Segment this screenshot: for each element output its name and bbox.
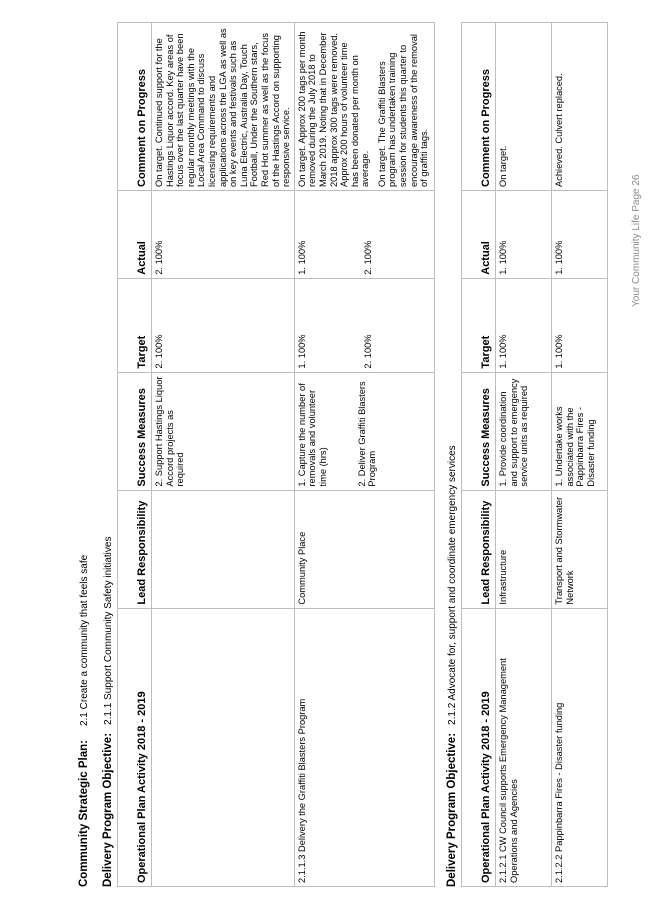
- strategic-plan-heading: [78, 555, 90, 887]
- col-measures: Success Measures: [118, 372, 152, 490]
- table-row: [294, 23, 434, 887]
- actual-cell: 2. 100%: [152, 191, 295, 279]
- col-target: Target: [118, 278, 152, 372]
- target-cell: [294, 278, 434, 372]
- comment-cell: On target. Continued support for the Hastings Liquor accord. Key areas of focus over the last quarter have been regular monthly meetings with the Local Area Command to discuss licensing requirements and applications across the LGA as well as on key events and festivals such as Luna Electric, Australia Day, Touch Football, Under the Southern stars, Red Hot summer as well as the focus of the Hastings Accord on supporting responsive service.: [152, 23, 295, 191]
- col-measures: Success Measures: [462, 372, 496, 490]
- activity-cell: 2.1.1.3 Delivery the Graffiti Blasters Program: [294, 608, 434, 886]
- actual-cell: 1. 100%: [552, 191, 608, 279]
- strategic-plan-label: Community Strategic Plan:: [78, 740, 90, 887]
- table-row: [496, 23, 552, 887]
- target-cell: 2. 100%: [152, 278, 295, 372]
- objective-2-heading: [446, 445, 458, 887]
- lead-cell: Community Place: [294, 490, 434, 608]
- measure-1: 1. Capture the number of removals and volunteer time (hrs): [296, 383, 328, 487]
- actual-cell: [294, 191, 434, 279]
- activity-cell: 2.1.2.1 CW Council supports Emergency Management Operations and Agencies: [496, 608, 552, 886]
- col-target: Target: [462, 278, 496, 372]
- strategic-plan-value: 2.1 Create a community that feels safe: [79, 554, 90, 727]
- objective-1-value: 2.1.1 Support Community Safety initiatives: [103, 536, 114, 725]
- col-actual: Actual: [462, 191, 496, 279]
- table-row: [552, 23, 608, 887]
- col-comment: Comment on Progress: [462, 23, 496, 191]
- objective-1-table: [117, 22, 435, 887]
- col-lead: Lead Responsibility: [118, 490, 152, 608]
- measure-cell: [294, 372, 434, 490]
- measure-cell: 1. Undertake works associated with the Pappinbarra Fires - Disaster funding: [552, 372, 608, 490]
- comment-cell: On target.: [496, 23, 552, 191]
- objective-2-label: Delivery Program Objective:: [446, 732, 458, 887]
- objective-1-heading: [102, 537, 114, 887]
- activity-cell: 2.1.2.2 Pappinbarra Fires - Disaster funding: [552, 608, 608, 886]
- page-footer: Your Community Life Page 26: [631, 174, 642, 307]
- measure-cell: 1. Provide coordination and support to emergency service units as required: [496, 372, 552, 490]
- target-cell: 1. 100%: [496, 278, 552, 372]
- actual-1: 1. 100%: [296, 240, 307, 275]
- objective-1-label: Delivery Program Objective:: [102, 732, 114, 887]
- col-comment: Comment on Progress: [118, 23, 152, 191]
- lead-cell: [152, 490, 295, 608]
- comment-cell: Achieved. Culvert replaced.: [552, 23, 608, 191]
- objective-2-value: 2.1.2 Advocate for, support and coordinate emergency services: [447, 445, 458, 725]
- lead-cell: Infrastructure: [496, 490, 552, 608]
- actual-2: 2. 100%: [363, 240, 374, 275]
- comment-cell: [294, 23, 434, 191]
- col-lead: Lead Responsibility: [462, 490, 496, 608]
- measure-2: 2. Deliver Graffiti Blasters Program: [356, 381, 378, 487]
- target-cell: 1. 100%: [552, 278, 608, 372]
- target-1: 1. 100%: [296, 334, 307, 369]
- comment-2: On target. The Graffiti Blasters program has undertaken training session for students this quarter to encourage awareness of the removal of graffiti tags.: [376, 34, 430, 187]
- comment-1: On target. Approx 200 tags per month removed during the July 2018 to March 2019. Noting that in December 2018 approx 300 tags were removed. Approx 200 hours of volunteer time has been donated per month on average.: [296, 31, 371, 187]
- col-activity: Operational Plan Activity 2018 - 2019: [118, 608, 152, 886]
- activity-cell: [152, 608, 295, 886]
- target-2: 2. 100%: [363, 334, 374, 369]
- objective-2-table: [461, 22, 608, 887]
- table-row: [152, 23, 295, 887]
- measure-cell: 2. Support Hastings Liquor Accord projects as required: [152, 372, 295, 490]
- col-activity: Operational Plan Activity 2018 - 2019: [462, 608, 496, 886]
- col-actual: Actual: [118, 191, 152, 279]
- lead-cell: Transport and Stormwater Network: [552, 490, 608, 608]
- actual-cell: 1. 100%: [496, 191, 552, 279]
